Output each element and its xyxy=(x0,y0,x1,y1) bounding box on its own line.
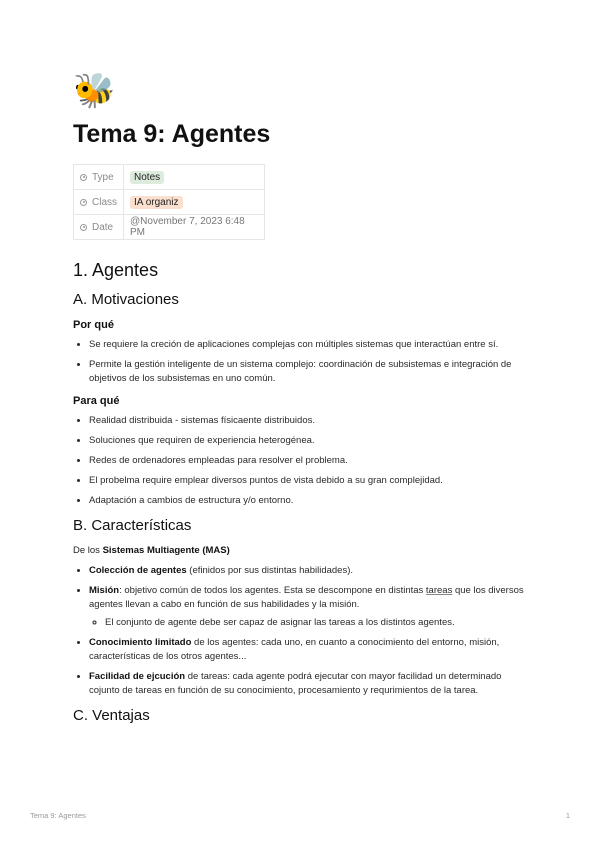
heading-por-que: Por qué xyxy=(73,319,114,331)
select-property-icon xyxy=(80,199,87,206)
heading-para-que: Para qué xyxy=(73,395,120,407)
list-item: • Facilidad de ejcución de tareas: cada agente podrá ejecutar con mayor facilidad un determinado cojunto de tareas en función de su conocimiento, procesamiento y requrimientos de la tarea. xyxy=(89,670,528,698)
list-item: • Conocimiento limitado de los agentes: cada uno, en cuanto a conocimiento del entorno, misión, características de los otros agentes... xyxy=(89,636,528,664)
property-label: Date xyxy=(74,215,124,240)
type-tag: Notes xyxy=(130,171,164,184)
date-value: @November 7, 2023 6:48 PM xyxy=(124,215,265,240)
property-row-type xyxy=(74,165,265,190)
footer-page-number: 1 xyxy=(565,811,570,820)
tareas-link[interactable]: tareas xyxy=(425,585,453,596)
list-item: • Se requiere la creción de aplicaciones complejas con múltiples sistemas que interactúan entre sí. xyxy=(89,338,528,352)
list-item: • Colección de agentes (efinidos por sus distintas habilidades). xyxy=(89,564,528,578)
list-item: • Realidad distribuida - sistemas físicaente distribuidos. xyxy=(89,414,528,428)
page-title: Tema 9: Agentes xyxy=(73,120,271,148)
property-value xyxy=(124,165,265,190)
heading-motivaciones: A. Motivaciones xyxy=(73,291,179,308)
sub-list xyxy=(89,616,528,630)
property-row-class xyxy=(74,190,265,215)
caracteristicas-intro: De los Sistemas Multiagente (MAS) xyxy=(73,545,230,556)
page-content xyxy=(73,72,528,734)
property-row-date xyxy=(74,215,265,240)
heading-agentes: 1. Agentes xyxy=(73,260,159,280)
property-label: Type xyxy=(74,165,124,190)
heading-caracteristicas: B. Características xyxy=(73,517,192,534)
heading-ventajas: C. Ventajas xyxy=(73,707,150,724)
class-tag: IA organiz xyxy=(130,196,182,209)
footer-title: Tema 9: Agentes xyxy=(30,811,86,820)
page-icon: 🐝 xyxy=(73,72,116,110)
list-item: • El probelma require emplear diversos puntos de vista debido a su gran complejidad. xyxy=(89,474,528,488)
list-para-que xyxy=(73,414,528,508)
properties-table xyxy=(73,164,265,240)
property-value xyxy=(124,190,265,215)
list-item: • Soluciones que requiren de experiencia heterogénea. xyxy=(89,434,528,448)
select-property-icon xyxy=(80,174,87,181)
sub-list-item: ◦ El conjunto de agente debe ser capaz de asignar las tareas a los distintos agentes. xyxy=(105,616,528,630)
list-caracteristicas xyxy=(73,564,528,698)
list-item: • Adaptación a cambios de estructura y/o entorno. xyxy=(89,494,528,508)
list-item: • Permite la gestión inteligente de un sistema complejo: coordinación de subsistemas e integración de objetivos de los subsistemas en uno común. xyxy=(89,358,528,386)
list-por-que xyxy=(73,338,528,386)
clock-icon xyxy=(80,224,87,231)
list-item: • Misión: objetivo común de todos los agentes. Esta se descompone en distintas tareas que los diversos agentes llevan a cabo en función de sus habilidades y la misión. ◦ El conjunto de agente debe ser capaz de asignar las tareas a los distintos agentes. xyxy=(89,584,528,630)
property-label: Class xyxy=(74,190,124,215)
list-item: • Redes de ordenadores empleadas para resolver el problema. xyxy=(89,454,528,468)
